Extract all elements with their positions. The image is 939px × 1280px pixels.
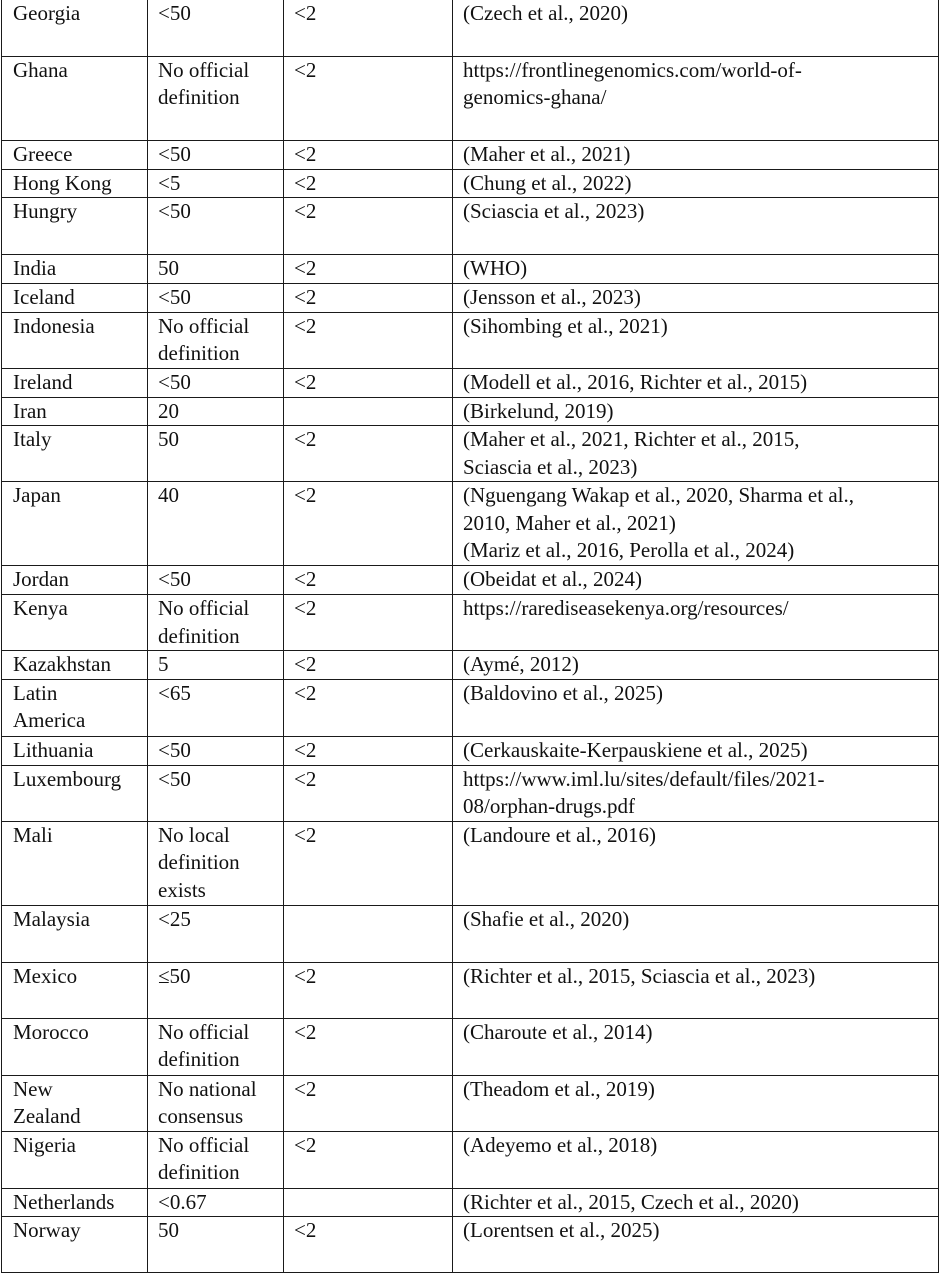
table-row [2, 962, 939, 1018]
prevalence-cell: <50 [148, 566, 284, 595]
table-row [2, 905, 939, 962]
reference-cell: (Maher et al., 2021) [453, 140, 939, 169]
table-row [2, 1131, 939, 1188]
country-cell: Japan [2, 482, 148, 566]
reference-cell: https://frontlinegenomics.com/world-of- genomics-ghana/ [453, 56, 939, 140]
limit-cell: <2 [284, 1217, 453, 1273]
prevalence-cell: <50 [148, 198, 284, 255]
table-row [2, 1018, 939, 1075]
country-cell: Netherlands [2, 1188, 148, 1217]
reference-cell: https://rarediseasekenya.org/resources/ [453, 595, 939, 651]
reference-cell: (Sihombing et al., 2021) [453, 312, 939, 368]
country-cell: Indonesia [2, 312, 148, 368]
limit-cell: <2 [284, 0, 453, 56]
country-cell: Malaysia [2, 905, 148, 962]
prevalence-cell: <50 [148, 765, 284, 821]
reference-cell: (Charoute et al., 2014) [453, 1018, 939, 1075]
prevalence-cell: No local definition exists [148, 821, 284, 905]
limit-cell: <2 [284, 283, 453, 312]
country-cell: Italy [2, 426, 148, 482]
reference-cell: (Baldovino et al., 2025) [453, 679, 939, 736]
limit-cell: <2 [284, 651, 453, 680]
reference-cell: (Modell et al., 2016, Richter et al., 2015) [453, 368, 939, 397]
country-cell: Mexico [2, 962, 148, 1018]
reference-cell: (Landoure et al., 2016) [453, 821, 939, 905]
table-row [2, 736, 939, 765]
country-cell: Kazakhstan [2, 651, 148, 680]
country-cell: Iceland [2, 283, 148, 312]
table-row [2, 198, 939, 255]
country-cell: Hong Kong [2, 169, 148, 198]
prevalence-cell: <0.67 [148, 1188, 284, 1217]
country-cell: Jordan [2, 566, 148, 595]
country-cell: Ireland [2, 368, 148, 397]
country-cell: New Zealand [2, 1075, 148, 1131]
country-cell: Greece [2, 140, 148, 169]
reference-cell: (Aymé, 2012) [453, 651, 939, 680]
table-row [2, 255, 939, 284]
prevalence-cell: No official definition [148, 1018, 284, 1075]
limit-cell: <2 [284, 1075, 453, 1131]
table-row [2, 765, 939, 821]
table-row [2, 56, 939, 140]
table-row [2, 312, 939, 368]
prevalence-cell: <50 [148, 368, 284, 397]
prevalence-cell: <5 [148, 169, 284, 198]
table-row [2, 0, 939, 56]
table-body [2, 0, 939, 1273]
table-row [2, 1188, 939, 1217]
limit-cell: <2 [284, 482, 453, 566]
table-row [2, 283, 939, 312]
country-cell: Morocco [2, 1018, 148, 1075]
limit-cell: <2 [284, 962, 453, 1018]
country-cell: Norway [2, 1217, 148, 1273]
table-row [2, 821, 939, 905]
reference-cell: (Nguengang Wakap et al., 2020, Sharma et al., 2010, Maher et al., 2021) (Mariz et al., 2016, Perolla et al., 2024) [453, 482, 939, 566]
table-row [2, 140, 939, 169]
reference-cell: (Maher et al., 2021, Richter et al., 2015, Sciascia et al., 2023) [453, 426, 939, 482]
limit-cell [284, 1188, 453, 1217]
prevalence-cell: No national consensus [148, 1075, 284, 1131]
prevalence-cell: 40 [148, 482, 284, 566]
limit-cell: <2 [284, 169, 453, 198]
prevalence-cell: No official definition [148, 312, 284, 368]
limit-cell: <2 [284, 255, 453, 284]
table-row [2, 169, 939, 198]
prevalence-cell: <65 [148, 679, 284, 736]
table-row [2, 1075, 939, 1131]
country-cell: Lithuania [2, 736, 148, 765]
prevalence-cell: <50 [148, 0, 284, 56]
rare-disease-definition-table [1, 0, 939, 1273]
country-cell: Mali [2, 821, 148, 905]
prevalence-cell: 50 [148, 426, 284, 482]
limit-cell: <2 [284, 566, 453, 595]
reference-cell: (Czech et al., 2020) [453, 0, 939, 56]
table-row [2, 651, 939, 680]
prevalence-cell: <25 [148, 905, 284, 962]
prevalence-cell: No official definition [148, 1131, 284, 1188]
table-row [2, 397, 939, 426]
table-row [2, 426, 939, 482]
country-cell: Latin America [2, 679, 148, 736]
table-row [2, 368, 939, 397]
reference-cell: https://www.iml.lu/sites/default/files/2021- 08/orphan-drugs.pdf [453, 765, 939, 821]
reference-cell: (Adeyemo et al., 2018) [453, 1131, 939, 1188]
reference-cell: (Lorentsen et al., 2025) [453, 1217, 939, 1273]
table-row [2, 679, 939, 736]
country-cell: Hungry [2, 198, 148, 255]
reference-cell: (Cerkauskaite-Kerpauskiene et al., 2025) [453, 736, 939, 765]
table-row [2, 595, 939, 651]
table-row [2, 1217, 939, 1273]
limit-cell [284, 397, 453, 426]
table-row [2, 566, 939, 595]
table-row [2, 482, 939, 566]
prevalence-cell: ≤50 [148, 962, 284, 1018]
prevalence-cell: 50 [148, 255, 284, 284]
reference-cell: (Sciascia et al., 2023) [453, 198, 939, 255]
prevalence-cell: No official definition [148, 56, 284, 140]
prevalence-cell: 5 [148, 651, 284, 680]
reference-cell: (Shafie et al., 2020) [453, 905, 939, 962]
country-cell: Kenya [2, 595, 148, 651]
limit-cell: <2 [284, 765, 453, 821]
country-cell: Ghana [2, 56, 148, 140]
limit-cell: <2 [284, 198, 453, 255]
reference-cell: (Theadom et al., 2019) [453, 1075, 939, 1131]
prevalence-cell: <50 [148, 283, 284, 312]
limit-cell: <2 [284, 736, 453, 765]
prevalence-cell: 50 [148, 1217, 284, 1273]
limit-cell: <2 [284, 1018, 453, 1075]
prevalence-cell: <50 [148, 140, 284, 169]
limit-cell [284, 905, 453, 962]
prevalence-cell: 20 [148, 397, 284, 426]
reference-cell: (WHO) [453, 255, 939, 284]
limit-cell: <2 [284, 426, 453, 482]
country-cell: Georgia [2, 0, 148, 56]
country-cell: Nigeria [2, 1131, 148, 1188]
prevalence-cell: <50 [148, 736, 284, 765]
limit-cell: <2 [284, 56, 453, 140]
limit-cell: <2 [284, 821, 453, 905]
reference-cell: (Birkelund, 2019) [453, 397, 939, 426]
reference-cell: (Jensson et al., 2023) [453, 283, 939, 312]
prevalence-cell: No official definition [148, 595, 284, 651]
reference-cell: (Richter et al., 2015, Sciascia et al., 2023) [453, 962, 939, 1018]
limit-cell: <2 [284, 595, 453, 651]
reference-cell: (Obeidat et al., 2024) [453, 566, 939, 595]
limit-cell: <2 [284, 1131, 453, 1188]
country-cell: India [2, 255, 148, 284]
limit-cell: <2 [284, 140, 453, 169]
country-cell: Luxembourg [2, 765, 148, 821]
limit-cell: <2 [284, 368, 453, 397]
reference-cell: (Richter et al., 2015, Czech et al., 2020) [453, 1188, 939, 1217]
reference-cell: (Chung et al., 2022) [453, 169, 939, 198]
limit-cell: <2 [284, 312, 453, 368]
limit-cell: <2 [284, 679, 453, 736]
country-cell: Iran [2, 397, 148, 426]
